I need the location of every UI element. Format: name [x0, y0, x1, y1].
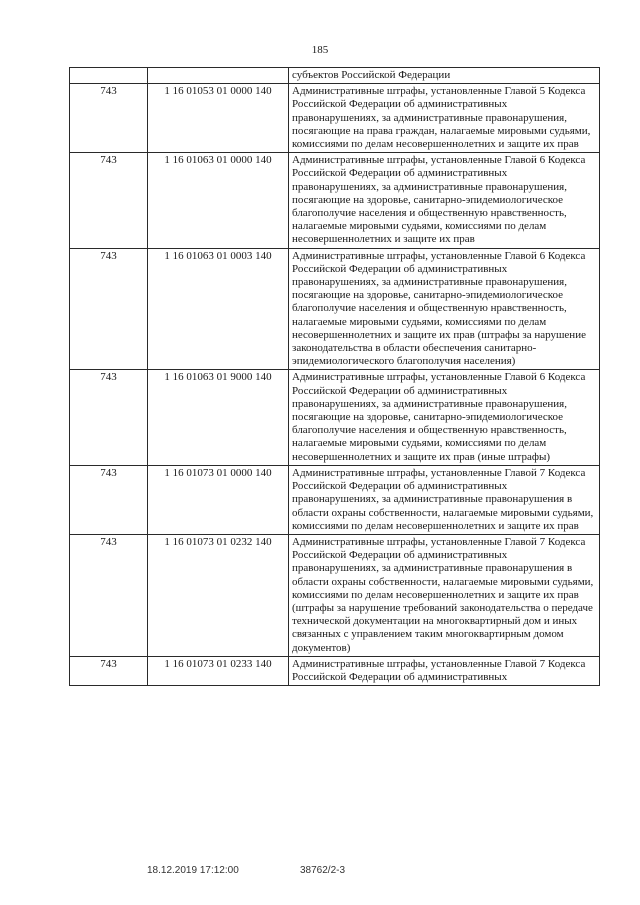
admin-code-cell: 743	[70, 153, 148, 248]
page-number: 185	[311, 44, 329, 56]
admin-code-cell: 743	[70, 248, 148, 370]
budget-code-cell: 1 16 01073 01 0232 140	[148, 534, 289, 656]
table-row	[70, 656, 600, 685]
table-row	[70, 153, 600, 248]
table-row	[70, 84, 600, 153]
footer-document-id: 38762/2-3	[300, 865, 346, 876]
admin-code-cell: 743	[70, 84, 148, 153]
description-cell: Административные штрафы, установленные Главой 7 Кодекса Российской Федерации об административных правонарушениях, за административные правонарушения в области охраны собственности, налагаемые мировыми судьями, комиссиями по делам несовершеннолетних и защите их прав	[289, 465, 600, 534]
budget-code-cell: 1 16 01073 01 0000 140	[148, 465, 289, 534]
budget-code-cell: 1 16 01063 01 0003 140	[148, 248, 289, 370]
admin-code-cell: 743	[70, 370, 148, 465]
budget-code-cell: 1 16 01063 01 9000 140	[148, 370, 289, 465]
admin-code-cell: 743	[70, 656, 148, 685]
budget-code-cell	[148, 68, 289, 84]
admin-code-cell	[70, 68, 148, 84]
description-cell: Административные штрафы, установленные Главой 6 Кодекса Российской Федерации об административных правонарушениях, за административные правонарушения, посягающие на здоровье, санитарно-эпидемиологическое благополучие населения и общественную нравственность, налагаемые мировыми судьями, комиссиями по делам несовершеннолетних и защите их прав (иные штрафы)	[289, 370, 600, 465]
description-cell: Административные штрафы, установленные Главой 7 Кодекса Российской Федерации об административных правонарушениях, за административные правонарушения в области охраны собственности, налагаемые мировыми судьями, комиссиями по делам несовершеннолетних и защите их прав (штрафы за нарушение требований законодательства о передаче технической документации на многоквартирный дом и иных связанных с управлением таким многоквартирным домом документов)	[289, 534, 600, 656]
description-cell: субъектов Российской Федерации	[289, 68, 600, 84]
budget-code-cell: 1 16 01073 01 0233 140	[148, 656, 289, 685]
description-cell: Административные штрафы, установленные Главой 6 Кодекса Российской Федерации об административных правонарушениях, за административные правонарушения, посягающие на здоровье, санитарно-эпидемиологическое благополучие населения и общественную нравственность, налагаемые мировыми судьями, комиссиями по делам несовершеннолетних и защите их прав (штрафы за нарушение законодательства в области обеспечения санитарно-эпидемиологического благополучия населения)	[289, 248, 600, 370]
table-row-continued	[70, 68, 600, 84]
admin-code-cell: 743	[70, 465, 148, 534]
budget-code-cell: 1 16 01053 01 0000 140	[148, 84, 289, 153]
description-cell: Административные штрафы, установленные Главой 5 Кодекса Российской Федерации об административных правонарушениях, за административные правонарушения, посягающие на права граждан, налагаемые мировыми судьями, комиссиями по делам несовершеннолетних и защите их прав	[289, 84, 600, 153]
table-row	[70, 465, 600, 534]
description-cell: Административные штрафы, установленные Главой 7 Кодекса Российской Федерации об административных	[289, 656, 600, 685]
budget-revenue-table	[69, 67, 600, 686]
table-row	[70, 534, 600, 656]
table-row	[70, 248, 600, 370]
admin-code-cell: 743	[70, 534, 148, 656]
footer-timestamp: 18.12.2019 17:12:00	[147, 865, 239, 876]
table-row	[70, 370, 600, 465]
budget-code-cell: 1 16 01063 01 0000 140	[148, 153, 289, 248]
description-cell: Административные штрафы, установленные Главой 6 Кодекса Российской Федерации об административных правонарушениях, за административные правонарушения, посягающие на здоровье, санитарно-эпидемиологическое благополучие населения и общественную нравственность, налагаемые мировыми судьями, комиссиями по делам несовершеннолетних и защите их прав	[289, 153, 600, 248]
